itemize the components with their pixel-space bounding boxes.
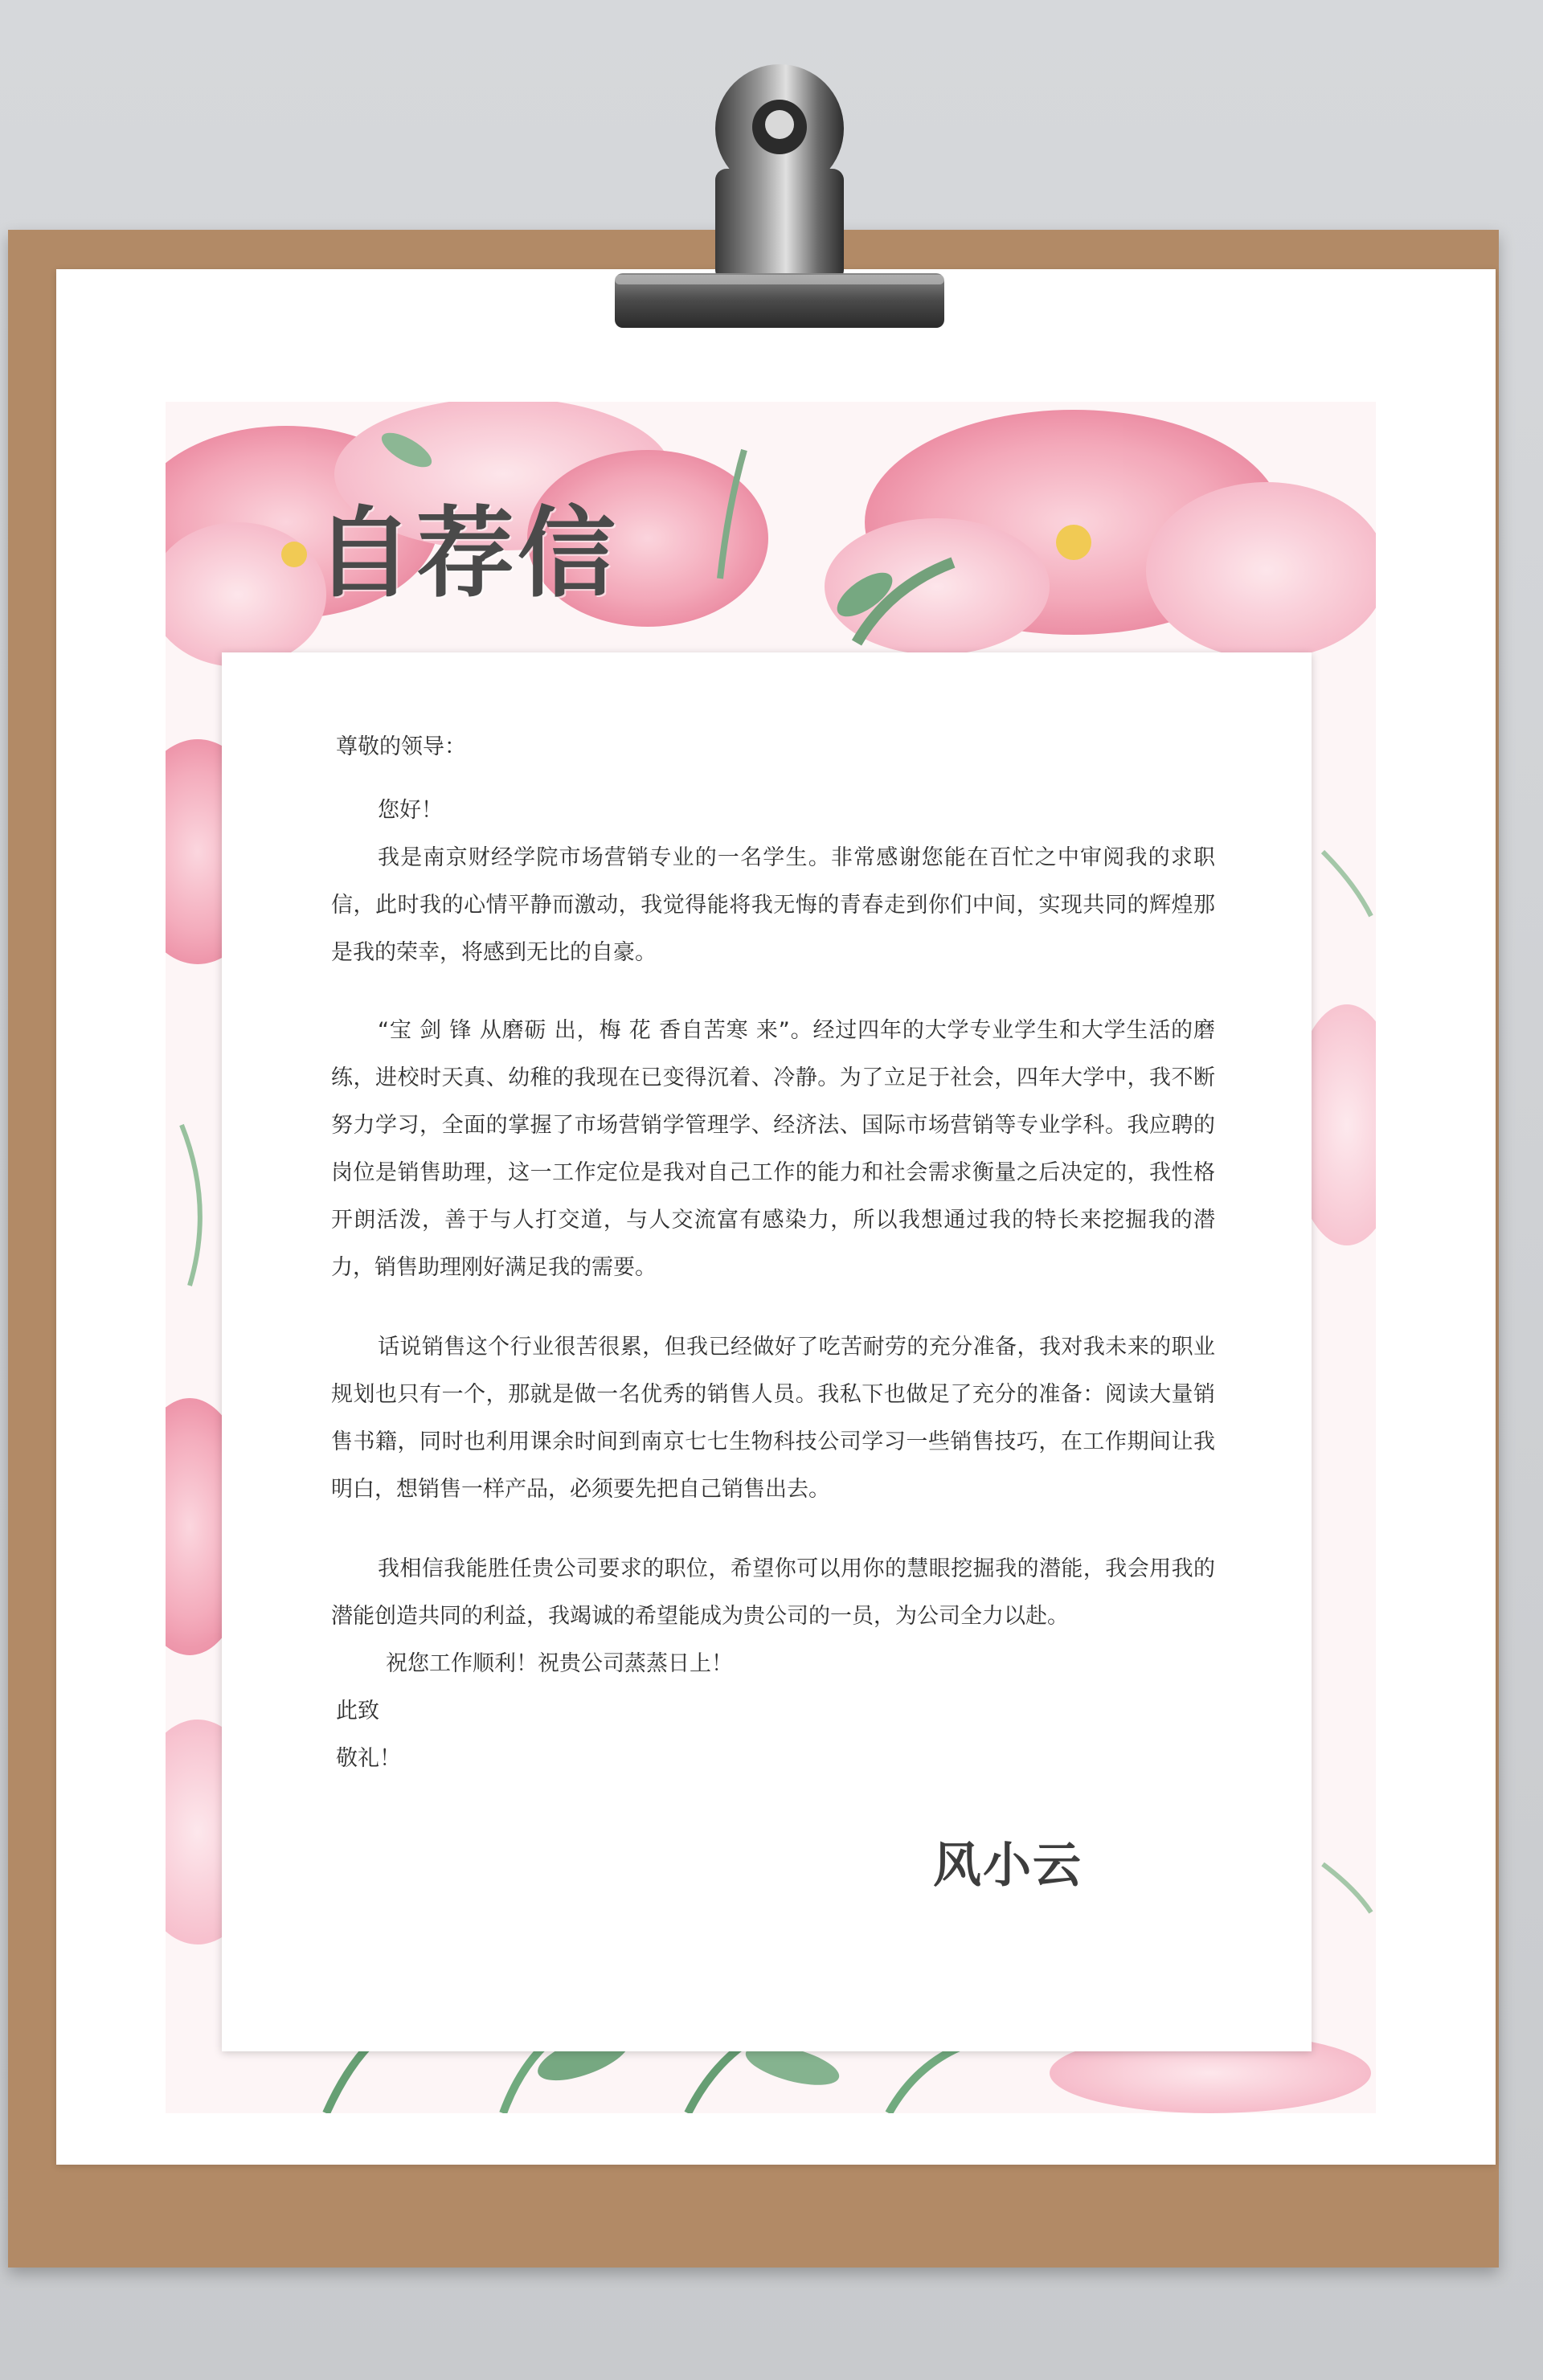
letter-body [331, 723, 1215, 1782]
greeting: 您好！ [378, 798, 443, 823]
paragraph: 话说销售这个行业很苦很累，但我已经做好了吃苦耐劳的充分准备，我对我未来的职业规划也只有一个，那就是做一名优秀的销售人员。我私下也做足了充分的准备：阅读大量销售书籍，同时也利用课余时间到南京七七生物科技公司学习一些销售技巧，在工作期间让我明白，想销售一样产品，必须要先把自己销售出去。 [331, 1335, 1215, 1502]
wish-line: 祝您工作顺利！祝贵公司蒸蒸日上！ [386, 1651, 733, 1676]
salutation: 尊敬的领导： [336, 734, 466, 759]
paragraph: “宝 剑 锋 从磨砺 出，梅 花 香自苦寒 来”。经过四年的大学专业学生和大学生活的磨练，进校时天真、幼稚的我现在已变得沉着、冷静。为了立足于社会，四年大学中，我不断努力学习，全面的掌握了市场营销学管理学、经济法、国际市场营销等专业学科。我应聘的岗位是销售助理，这一工作定位是我对自己工作的能力和社会需求衡量之后决定的，我性格开朗活泼，善于与人打交道，与人交流富有感染力，所以我想通过我的特长来挖掘我的潜力，销售助理刚好满足我的需要。 [331, 1018, 1215, 1280]
signature: 风小云 [933, 1838, 1083, 1894]
letter-sheet [222, 652, 1312, 2051]
binder-clip-icon [611, 48, 948, 354]
paragraph: 我相信我能胜任贵公司要求的职位，希望你可以用你的慧眼挖掘我的潜能，我会用我的潜能创造共同的利益，我竭诚的希望能成为贵公司的一员，为公司全力以赴。 [331, 1556, 1215, 1629]
closing-line-2: 敬礼！ [336, 1746, 401, 1771]
closing-line-1: 此致 [336, 1699, 379, 1724]
paragraph: 我是南京财经学院市场营销专业的一名学生。非常感谢您能在百忙之中审阅我的求职信，此时我的心情平静而激动，我觉得能将我无悔的青春走到你们中间，实现共同的辉煌那是我的荣幸，将感到无比的自豪。 [331, 845, 1215, 965]
page-title: 自荐信 [315, 497, 619, 611]
